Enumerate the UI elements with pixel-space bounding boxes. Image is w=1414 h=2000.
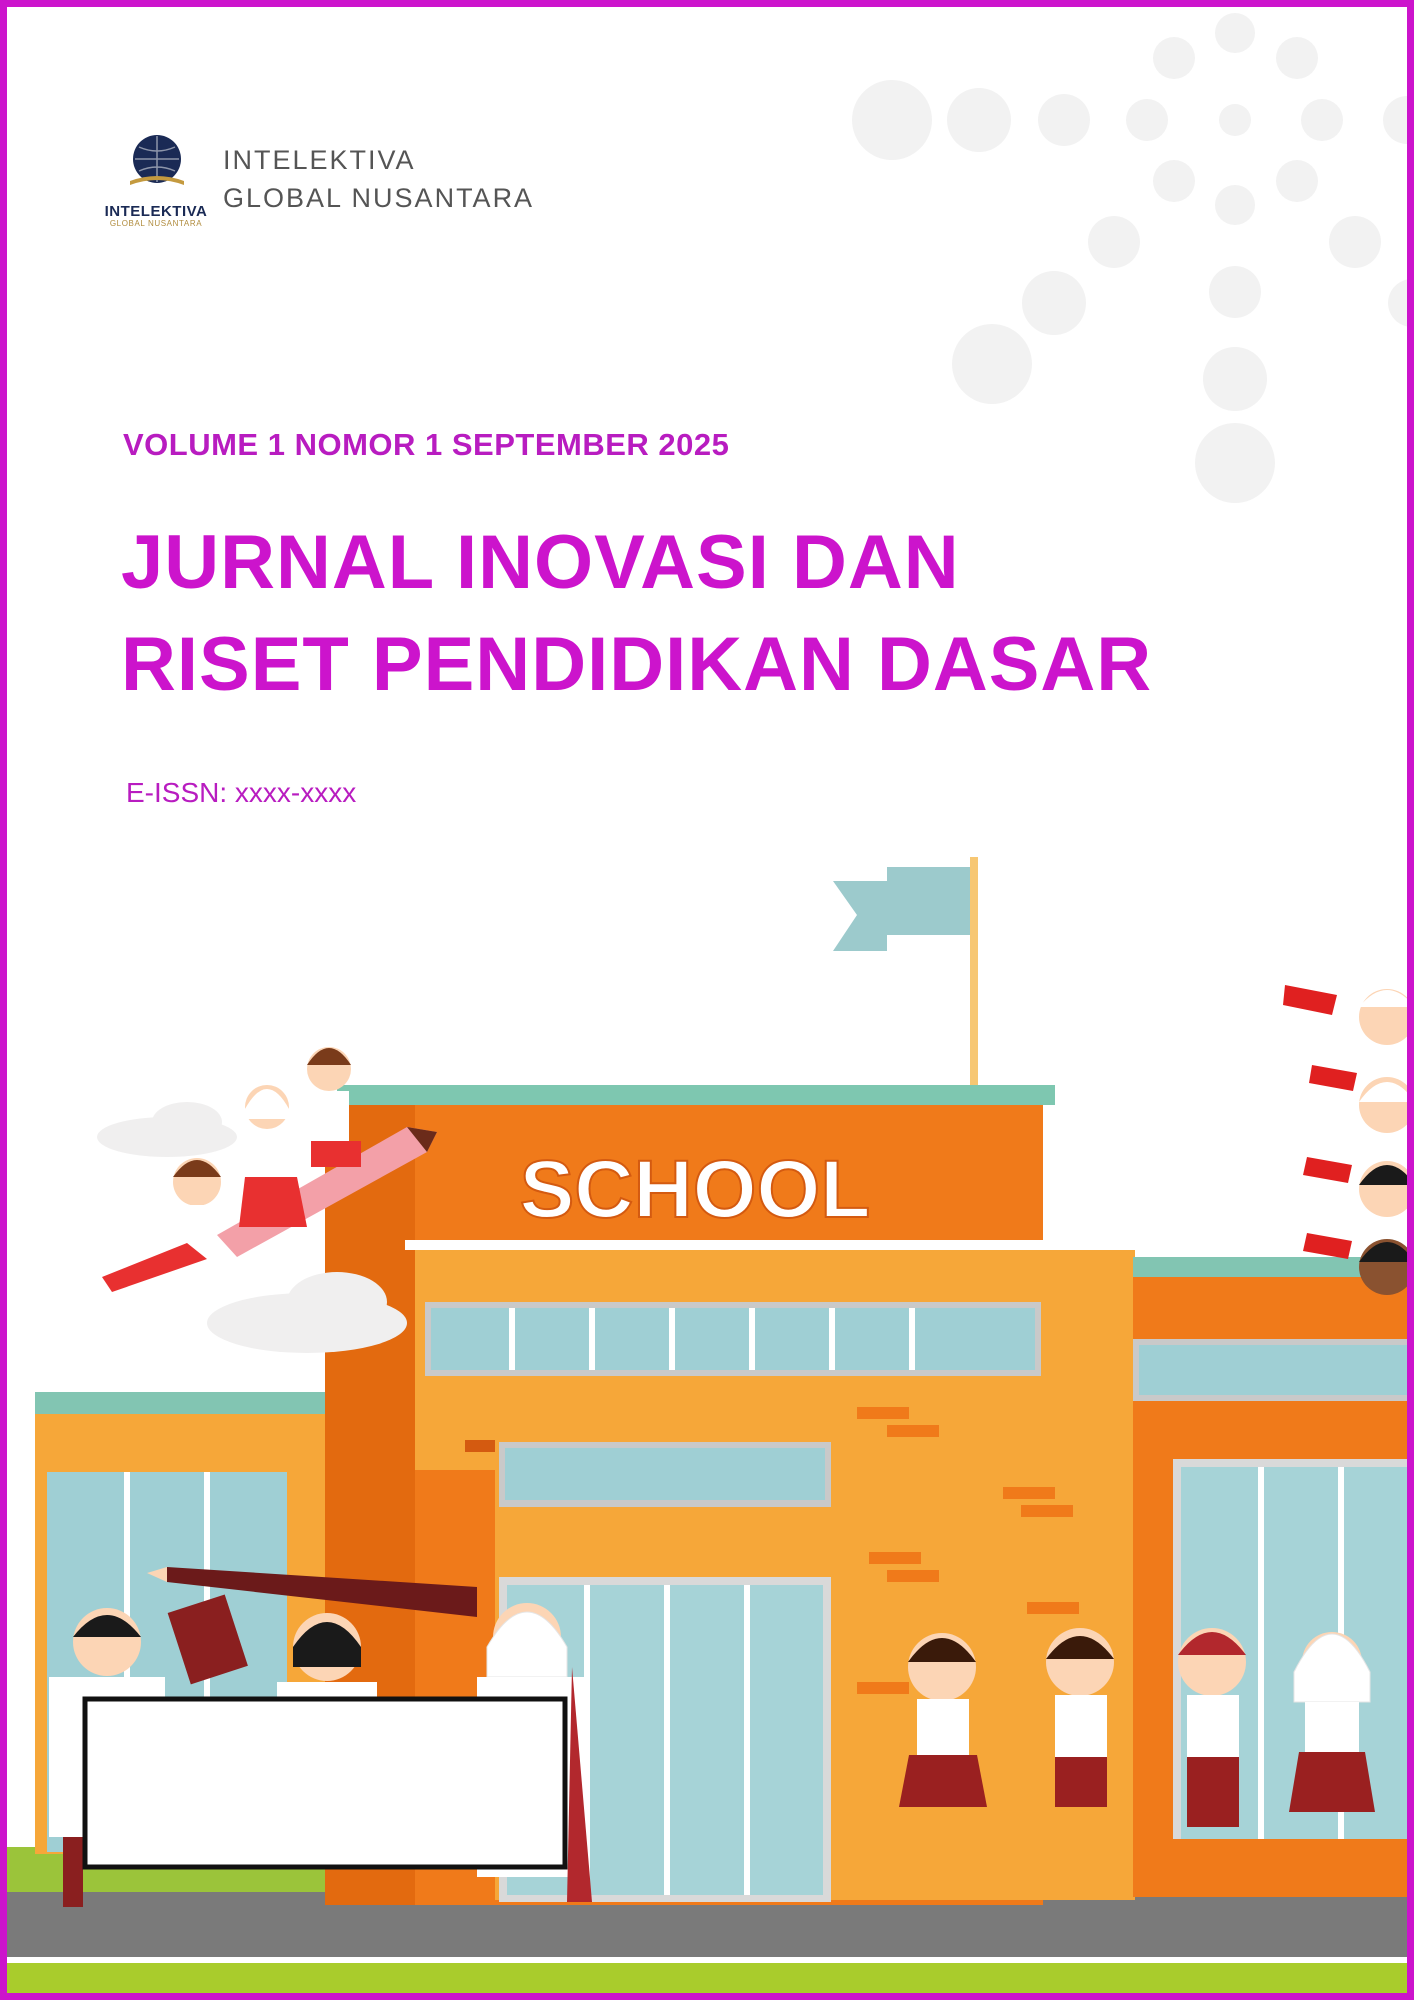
decorative-dots <box>827 7 1414 507</box>
flag <box>833 867 970 951</box>
children-with-banner <box>49 1567 592 1907</box>
publisher-name <box>223 141 534 217</box>
school-sign: SCHOOL <box>519 1144 871 1235</box>
logo-line1: INTELEKTIVA <box>104 203 208 220</box>
issue-info: VOLUME 1 NOMOR 1 SEPTEMBER 2025 <box>123 427 730 462</box>
children-with-flags <box>1283 985 1414 1295</box>
title-line2: RISET PENDIDIKAN DASAR <box>121 622 1153 707</box>
school-illustration <box>7 847 1414 2000</box>
blank-banner <box>85 1699 565 1867</box>
title-line1: JURNAL INOVASI DAN <box>121 520 960 605</box>
logo-line2: GLOBAL NUSANTARA <box>109 219 203 228</box>
publisher-line2: GLOBAL NUSANTARA <box>223 183 535 213</box>
journal-title <box>121 512 1152 716</box>
grass-strip <box>7 1963 1414 2000</box>
publisher-line1: INTELEKTIVA <box>223 145 416 175</box>
eissn: E-ISSN: xxxx-xxxx <box>126 777 357 808</box>
